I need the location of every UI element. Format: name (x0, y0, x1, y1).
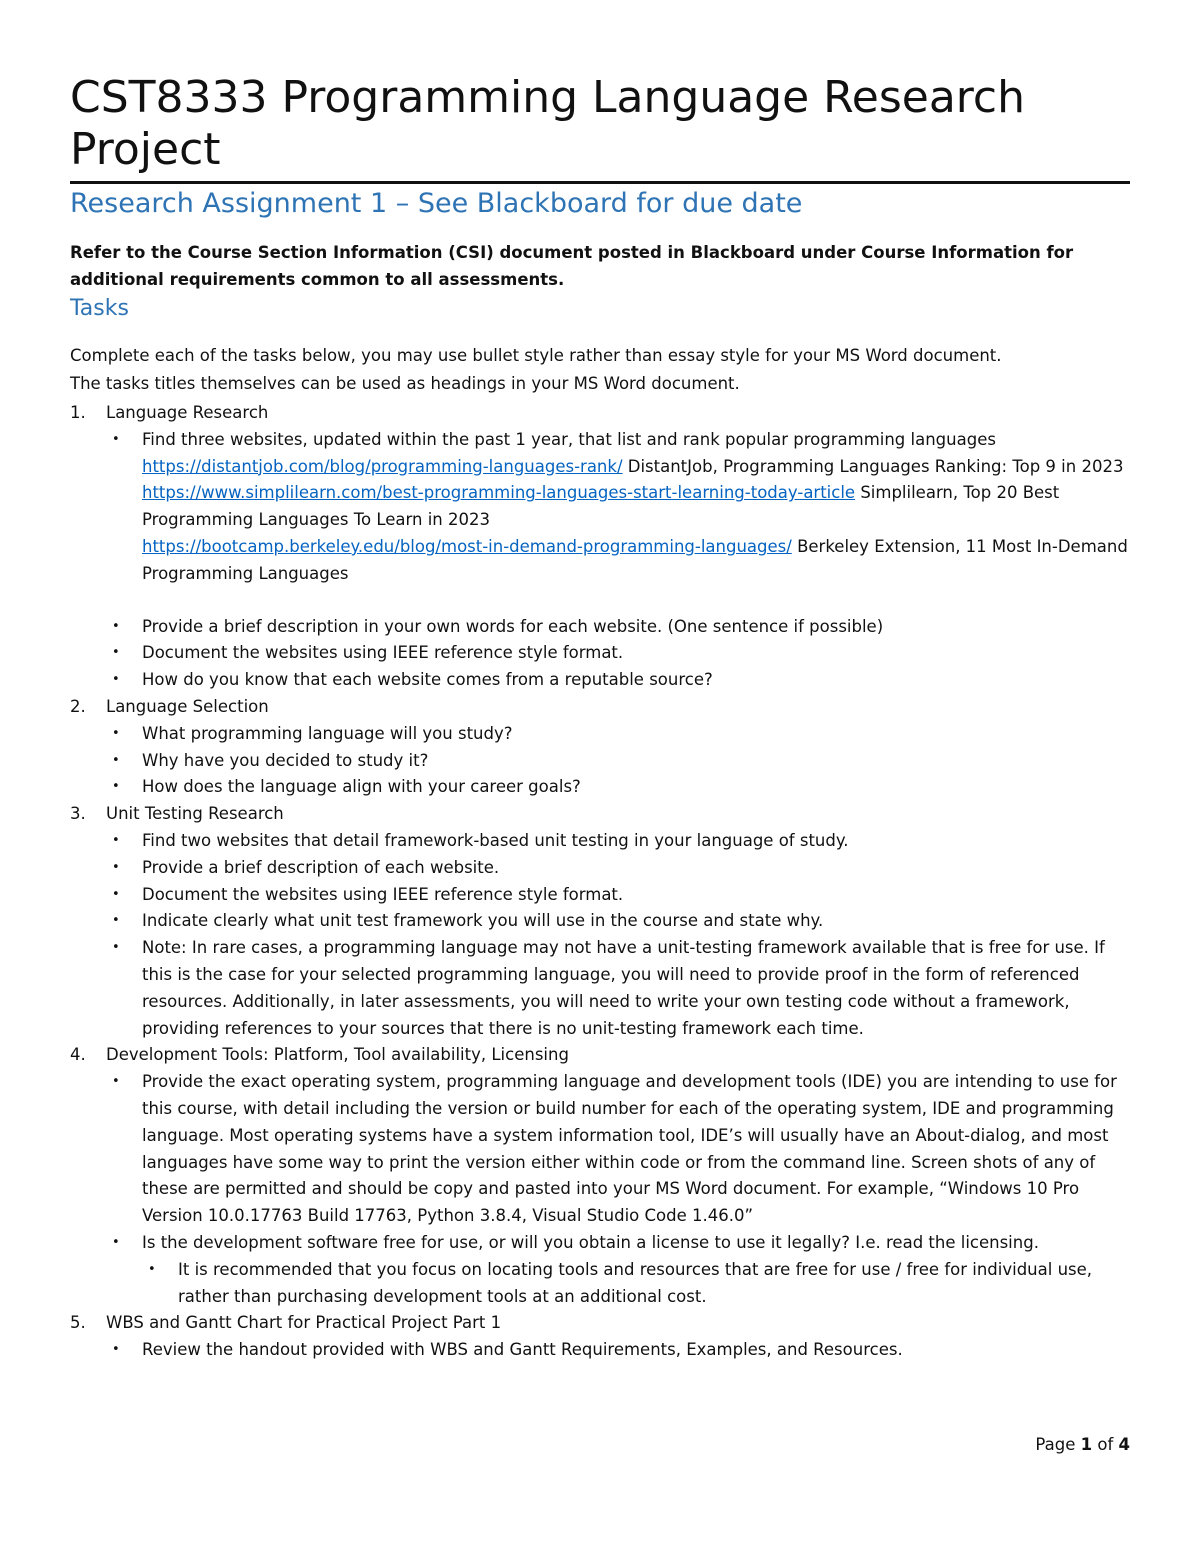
list-item (106, 1337, 1140, 1364)
task-item (70, 1042, 1140, 1310)
task-title: Unit Testing Research (106, 804, 284, 824)
list-item (106, 882, 1140, 909)
bullet-text: Why have you decided to study it? (142, 750, 429, 770)
list-item (106, 1230, 1140, 1310)
list-item (106, 667, 1140, 694)
task-list (70, 400, 1140, 1364)
list-item (106, 427, 1140, 614)
bullet-icon: • (112, 859, 120, 875)
bullet-text: Provide a brief description of each website. (142, 857, 500, 877)
bullet-icon: • (112, 725, 120, 741)
bullet-text: Provide a brief description in your own words for each website. (One sentence if possible) (142, 616, 884, 636)
bullet-text: Review the handout provided with WBS and Gantt Requirements, Examples, and Resources. (142, 1340, 903, 1360)
list-item (106, 1069, 1140, 1230)
intro-line-1: Complete each of the tasks below, you may use bullet style rather than essay style for your MS Word document. (70, 346, 1002, 365)
bullet-text: Document the websites using IEEE reference style format. (142, 884, 624, 904)
bullet-text: Indicate clearly what unit test framework you will use in the course and state why. (142, 911, 824, 931)
bullet-icon: • (112, 1074, 120, 1090)
task-bullets (106, 427, 1140, 694)
list-item (106, 828, 1140, 855)
tasks-heading: Tasks (70, 296, 129, 321)
bullet-text: How do you know that each website comes from a reputable source? (142, 670, 713, 690)
task-bullets (106, 721, 1140, 801)
task-bullets (106, 1337, 1140, 1364)
bullet-icon: • (112, 886, 120, 902)
bullet-text: How does the language align with your career goals? (142, 777, 581, 797)
task-number: 1. (70, 403, 86, 422)
bullet-text: It is recommended that you focus on locating tools and resources that are free for use / free for individual use, rather than purchasing development tools at an additional cost. (178, 1259, 1093, 1306)
page-current: 1 (1080, 1435, 1093, 1454)
document-title: CST8333 Programming Language Research Project (70, 72, 1025, 175)
list-item (142, 1257, 1140, 1311)
bullet-text: Provide the exact operating system, programming language and development tools (IDE) you are intending to use for this course, with detail including the version or build number for each of the operating system, IDE and programming language. Most operating systems have a system information tool, IDE’s will usually have an About-dialog, and most languages have some way to print the version either within code or from the command line. Screen shots of any of these are permitted and should be copy and pasted into your MS Word document. For example, “Windows 10 Pro Version 10.0.17763 Build 17763, Python 3.8.4, Visual Studio Code 1.46.0” (142, 1072, 1117, 1226)
page-footer (1035, 1432, 1130, 1458)
assignment-subtitle: Research Assignment 1 – See Blackboard for due date (70, 188, 803, 219)
task-title: Development Tools: Platform, Tool availability, Licensing (106, 1045, 569, 1065)
reference-link[interactable]: https://www.simplilearn.com/best-programming-languages-start-learning-today-article (142, 483, 856, 503)
list-item (106, 721, 1140, 748)
bullet-text: Is the development software free for use, or will you obtain a license to use it legally? I.e. read the licensing. (142, 1232, 1039, 1252)
task-number: 2. (70, 696, 86, 716)
reference-text: DistantJob, Programming Languages Ranking: Top 9 in 2023 (622, 456, 1124, 476)
bullet-icon: • (112, 1342, 120, 1358)
list-item (106, 935, 1140, 1042)
list-item (106, 908, 1140, 935)
task-number: 4. (70, 1045, 86, 1065)
bullet-icon: • (112, 1234, 120, 1250)
bullet-icon: • (112, 913, 120, 929)
task-bullets (106, 828, 1140, 1042)
task-item (70, 694, 1140, 801)
task-title: Language Selection (106, 696, 269, 716)
bullet-icon: • (112, 431, 120, 447)
reference-link[interactable]: https://bootcamp.berkeley.edu/blog/most-in-demand-programming-languages/ (142, 536, 792, 556)
task-title: WBS and Gantt Chart for Practical Project Part 1 (106, 1313, 502, 1333)
of-label: of (1097, 1435, 1114, 1454)
bullet-text: Document the websites using IEEE reference style format. (142, 643, 624, 663)
csi-note: Refer to the Course Section Information (CSI) document posted in Blackboard under Course Information for additional requirements common to all assessments. (70, 243, 1074, 289)
task-item (70, 400, 1140, 694)
bullet-icon: • (112, 940, 120, 956)
list-item (106, 640, 1140, 667)
bullet-icon: • (112, 672, 120, 688)
bullet-text: Find three websites, updated within the past 1 year, that list and rank popular programming languages (142, 429, 996, 449)
task-item (70, 1310, 1140, 1364)
reference-text: Berkeley Extension, 11 Most In-Demand Programming Languages (142, 536, 1128, 583)
bullet-icon: • (112, 779, 120, 795)
bullet-icon: • (148, 1261, 156, 1277)
bullet-text: Find two websites that detail framework-based unit testing in your language of study. (142, 830, 849, 850)
reference-text: Simplilearn, Top 20 Best Programming Languages To Learn in 2023 (142, 483, 1060, 530)
bullet-icon: • (112, 645, 120, 661)
intro-line-2: The tasks titles themselves can be used as headings in your MS Word document. (70, 374, 740, 393)
title-underline-rule (70, 181, 1130, 184)
bullet-icon: • (112, 752, 120, 768)
note-label: Note: (142, 938, 187, 958)
list-item (106, 614, 1140, 641)
list-item (106, 855, 1140, 882)
task-bullets (106, 1069, 1140, 1310)
bullet-icon: • (112, 832, 120, 848)
task-number: 5. (70, 1313, 86, 1333)
task-title: Language Research (106, 403, 269, 422)
task-number: 3. (70, 804, 86, 824)
blank-line (142, 588, 1140, 614)
page-total: 4 (1118, 1435, 1130, 1454)
bullet-icon: • (112, 618, 120, 634)
task-item (70, 801, 1140, 1042)
reference-link[interactable]: https://distantjob.com/blog/programming-languages-rank/ (142, 456, 623, 476)
nested-bullets (142, 1257, 1140, 1311)
list-item (106, 774, 1140, 801)
note-text: In rare cases, a programming language may not have a unit-testing framework available that is free for use. If this is the case for your selected programming language, you will need to provide proof in the form of referenced resources. Additionally, in later assessments, you will need to write your own testing code without a framework, providing references to your sources that there is no unit-testing framework each time. (142, 938, 1105, 1038)
page-label: Page (1035, 1435, 1076, 1454)
bullet-text: What programming language will you study? (142, 723, 513, 743)
list-item (106, 748, 1140, 775)
